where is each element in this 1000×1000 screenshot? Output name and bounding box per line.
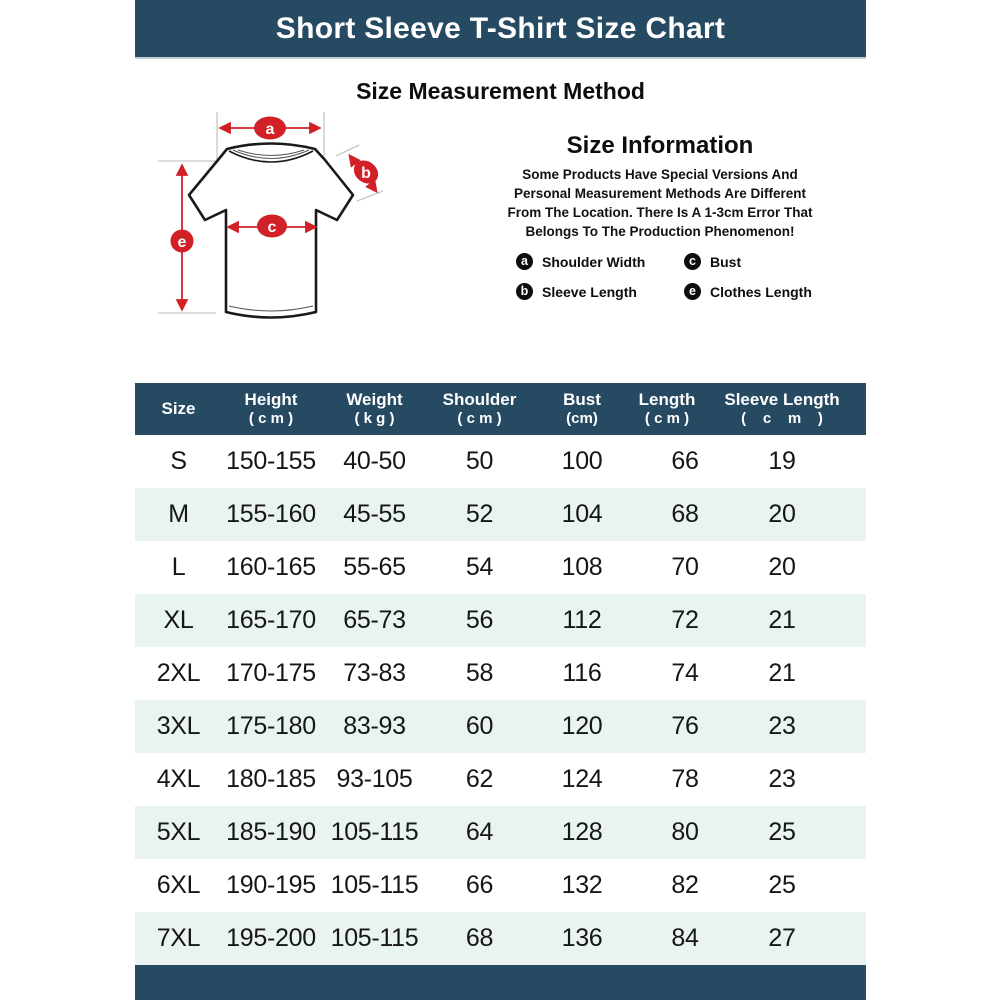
badge-e: e: [177, 234, 187, 251]
table-cell: 19: [768, 447, 796, 475]
header-label: Sleeve Length: [724, 390, 840, 410]
table-cell: 7XL: [156, 924, 201, 952]
table-row-3xl: [135, 700, 866, 753]
table-cell: 25: [768, 818, 796, 846]
bottom-bar: [135, 965, 866, 1000]
table-cell: 21: [768, 606, 796, 634]
table-cell: 120: [561, 712, 603, 740]
table-cell: 80: [671, 818, 699, 846]
table-cell: M: [168, 500, 189, 528]
legend-item-shoulder-width: [516, 253, 684, 270]
table-cell: 73-83: [343, 659, 406, 687]
table-cell: 150-155: [226, 447, 316, 475]
table-cell: S: [170, 447, 187, 475]
table-row-7xl: [135, 912, 866, 965]
table-cell: 3XL: [156, 712, 201, 740]
table-cell: 25: [768, 871, 796, 899]
table-cell: 112: [562, 606, 602, 634]
badge-c: c: [267, 219, 277, 236]
table-row-4xl: [135, 753, 866, 806]
header-cell-length: [616, 383, 718, 435]
table-cell: 116: [562, 659, 602, 687]
table-row-xl: [135, 594, 866, 647]
info-text: [490, 165, 830, 241]
header-label: Height: [244, 390, 298, 410]
table-cell: 83-93: [343, 712, 406, 740]
table-row-2xl: [135, 647, 866, 700]
header-cell-height: [222, 383, 320, 435]
info-line: Some Products Have Special Versions And: [522, 167, 798, 182]
legend-label: Shoulder Width: [542, 253, 646, 270]
table-cell: XL: [163, 606, 194, 634]
table-cell: 60: [465, 712, 494, 740]
table-row-s: [135, 435, 866, 488]
size-table-body: [135, 435, 866, 965]
header-label: Weight: [346, 390, 403, 410]
table-cell: 105-115: [330, 924, 419, 952]
table-row-l: [135, 541, 866, 594]
header-cell-size: [135, 383, 222, 435]
table-cell: 5XL: [156, 818, 201, 846]
info-line: Personal Measurement Methods Are Different: [513, 186, 807, 201]
legend-item-bust: [684, 253, 830, 270]
header-label: Size: [161, 398, 196, 418]
table-cell: 124: [561, 765, 603, 793]
table-row-6xl: [135, 859, 866, 912]
table-cell: 62: [465, 765, 494, 793]
table-cell: 105-115: [330, 871, 419, 899]
table-cell: 45-55: [343, 500, 406, 528]
table-cell: 23: [768, 712, 796, 740]
table-cell: 175-180: [226, 712, 316, 740]
table-cell: 84: [671, 924, 699, 952]
info-line: Belongs To The Production Phenomenon!: [525, 224, 795, 239]
table-cell: 70: [671, 553, 699, 581]
table-cell: 64: [465, 818, 494, 846]
table-cell: 66: [465, 871, 494, 899]
table-cell: 185-190: [226, 818, 316, 846]
badge-b: b: [361, 165, 371, 182]
table-cell: 108: [561, 553, 603, 581]
table-cell: 65-73: [343, 606, 406, 634]
table-cell: 136: [561, 924, 603, 952]
letter-b-icon: b: [516, 283, 533, 300]
legend-item-sleeve-length: [516, 283, 684, 300]
table-cell: 20: [768, 500, 796, 528]
table-cell: 54: [465, 553, 494, 581]
legend-label: Bust: [710, 253, 742, 270]
table-cell: L: [171, 553, 186, 581]
table-cell: 23: [768, 765, 796, 793]
header-label: Bust: [563, 390, 601, 410]
table-cell: 68: [671, 500, 699, 528]
header-label: Shoulder: [442, 390, 517, 410]
page-title: Short Sleeve T-Shirt Size Chart: [275, 11, 726, 45]
table-row-m: [135, 488, 866, 541]
info-heading: Size Information: [566, 132, 754, 159]
table-cell: 180-185: [226, 765, 316, 793]
measurement-method-heading: Size Measurement Method: [356, 78, 645, 104]
table-cell: 6XL: [156, 871, 201, 899]
table-cell: 165-170: [226, 606, 316, 634]
table-cell: 66: [671, 447, 699, 475]
table-cell: 155-160: [226, 500, 316, 528]
legend-label: Sleeve Length: [542, 283, 637, 300]
header-cell-sleeve-length: [724, 383, 866, 435]
info-line: From The Location. There Is A 1-3cm Error That: [507, 205, 813, 220]
header-cell-shoulder: [429, 383, 530, 435]
header-unit: ( k g ): [354, 410, 395, 428]
table-cell: 128: [561, 818, 603, 846]
table-cell: 93-105: [336, 765, 413, 793]
size-table: [135, 383, 866, 965]
header-unit: (cm): [566, 410, 598, 428]
measurement-legend: [490, 253, 830, 300]
header-unit: ( c m ): [741, 410, 823, 428]
table-cell: 160-165: [226, 553, 316, 581]
table-cell: 55-65: [343, 553, 406, 581]
header-unit: ( c m ): [248, 410, 294, 428]
header-unit: ( c m ): [457, 410, 502, 428]
table-cell: 76: [671, 712, 699, 740]
size-table-header: [135, 383, 866, 435]
table-cell: 190-195: [226, 871, 316, 899]
table-cell: 50: [465, 447, 494, 475]
header-unit: ( c m ): [644, 410, 690, 428]
header-cell-weight: [320, 383, 429, 435]
badge-a: a: [265, 121, 275, 138]
tshirt-measurement-diagram: [140, 95, 485, 350]
table-cell: 27: [768, 924, 796, 952]
table-cell: 100: [561, 447, 603, 475]
legend-item-clothes-length: [684, 283, 830, 300]
size-information: [490, 132, 830, 300]
table-cell: 170-175: [226, 659, 316, 687]
table-cell: 68: [465, 924, 494, 952]
table-cell: 74: [671, 659, 699, 687]
table-cell: 58: [465, 659, 494, 687]
table-cell: 72: [671, 606, 699, 634]
table-cell: 195-200: [226, 924, 316, 952]
table-cell: 56: [465, 606, 494, 634]
title-bar: [135, 0, 866, 59]
table-cell: 40-50: [343, 447, 406, 475]
legend-label: Clothes Length: [710, 283, 812, 300]
table-row-5xl: [135, 806, 866, 859]
table-cell: 2XL: [156, 659, 201, 687]
table-cell: 82: [671, 871, 699, 899]
table-cell: 20: [768, 553, 796, 581]
table-cell: 52: [465, 500, 494, 528]
letter-e-icon: e: [684, 283, 701, 300]
table-cell: 21: [768, 659, 796, 687]
table-cell: 105-115: [330, 818, 419, 846]
letter-c-icon: c: [684, 253, 701, 270]
header-label: Length: [638, 390, 696, 410]
table-cell: 132: [561, 871, 603, 899]
table-cell: 78: [671, 765, 699, 793]
table-cell: 4XL: [156, 765, 201, 793]
letter-a-icon: a: [516, 253, 533, 270]
table-cell: 104: [561, 500, 603, 528]
